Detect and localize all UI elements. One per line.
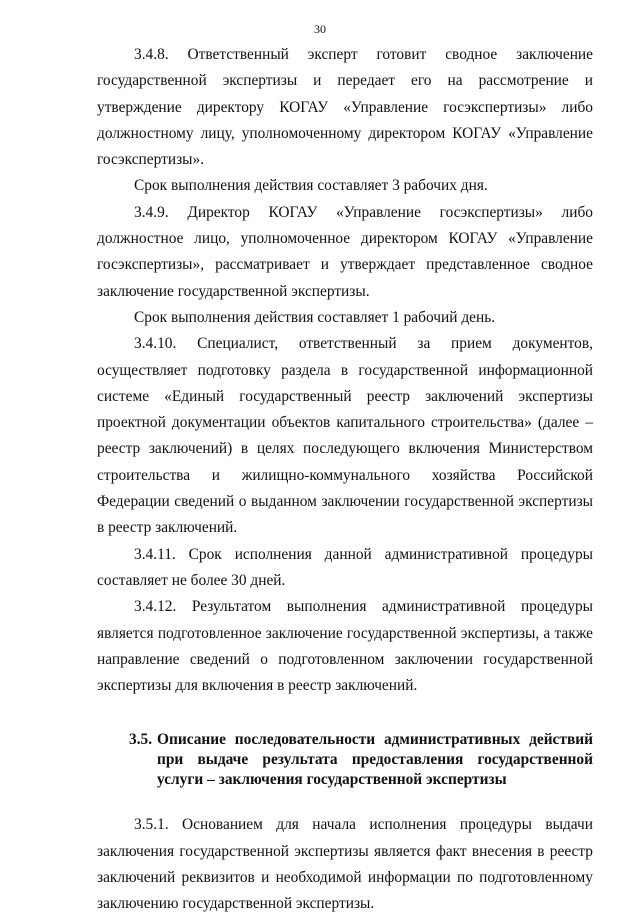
paragraph-3-4-9: 3.4.9. Директор КОГАУ «Управление госэкспертизы» либо должностное лицо, уполномоченное директором КОГАУ «Управление госэкспертизы», рассматривает и утверждает представленное сводное заключение государственной экспертизы.	[97, 203, 593, 300]
section-number: 3.5.	[129, 731, 153, 749]
paragraph-3-4-11: 3.4.11. Срок исполнения данной административной процедуры составляет не более 30 дней.	[97, 545, 593, 589]
paragraph-3-5-1: 3.5.1. Основанием для начала исполнения процедуры выдачи заключения государственной экспертизы является факт внесения в реестр заключений реквизитов и необходимой информации по подготовленному заключению государственной экспертизы.	[97, 816, 593, 913]
paragraph-3-4-8-term: Срок выполнения действия составляет 3 рабочих дня.	[134, 177, 488, 195]
section-heading-3-5	[97, 730, 593, 790]
section-title: Описание последовательности административных действий при выдаче результата предоставления государственной услуги – заключения государственной экспертизы	[157, 731, 593, 789]
document-body	[97, 42, 593, 918]
page-number: 30	[314, 22, 326, 36]
paragraph-3-4-10: 3.4.10. Специалист, ответственный за прием документов, осуществляет подготовку раздела в государственной информационной системе «Единый государственный реестр заключений экспертизы проектной документации объектов капитального строительства» (далее – реестр заключений) в целях последующего включения Министерством строительства и жилищно-коммунального хозяйства Российской Федерации сведений о выданном заключении государственной экспертизы в реестр заключений.	[97, 335, 593, 537]
paragraph-3-4-8: 3.4.8. Ответственный эксперт готовит сводное заключение государственной экспертизы и передает его на рассмотрение и утверждение директору КОГАУ «Управление госэкспертизы» либо должностному лицу, уполномоченному директором КОГАУ «Управление госэкспертизы».	[97, 46, 593, 169]
paragraph-3-4-9-term: Срок выполнения действия составляет 1 рабочий день.	[134, 308, 496, 326]
paragraph-3-4-12: 3.4.12. Результатом выполнения административной процедуры является подготовленное заключение государственной экспертизы, а также направление сведений о подготовленном заключении государственной экспертизы для включения в реестр заключений.	[97, 598, 593, 695]
